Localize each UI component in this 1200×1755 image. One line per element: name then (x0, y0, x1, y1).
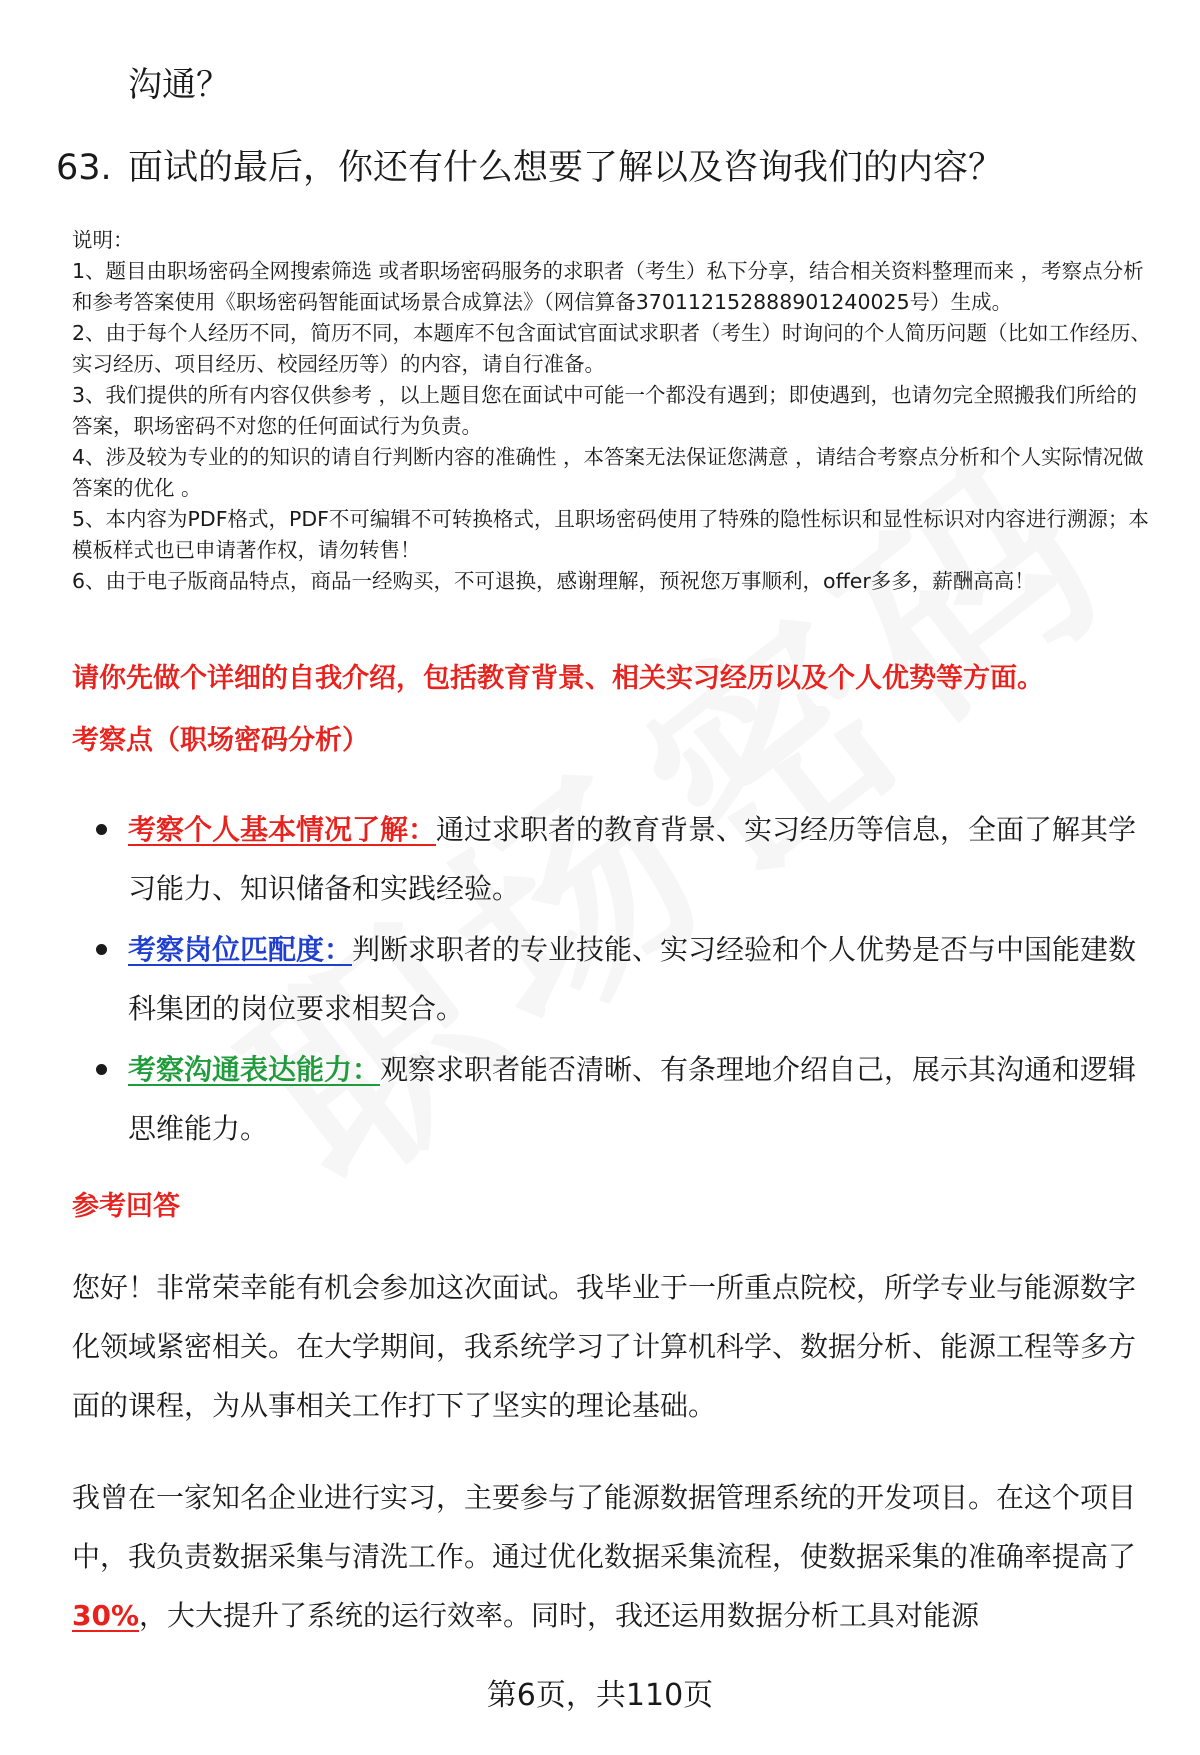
note-item: 6、由于电子版商品特点，商品一经购买，不可退换，感谢理解，预祝您万事顺利，offer多多，薪酬高高！ (72, 569, 1035, 593)
page-footer: 第6页，共110页 (486, 1678, 714, 1713)
note-item: 2、由于每个人经历不同，简历不同，本题库不包含面试官面试求职者（考生）时询问的个人简历问题（比如工作经历、实习经历、项目经历、校园经历等）的内容，请自行准备。 (72, 321, 1152, 376)
question-number: 63. (56, 148, 112, 188)
notes-heading: 说明： (72, 228, 134, 252)
bullet-item (72, 800, 1162, 918)
bullet-item (72, 920, 1162, 1038)
notes-block (72, 225, 1157, 597)
note-item: 5、本内容为PDF格式，PDF不可编辑不可转换格式，且职场密码使用了特殊的隐性标识和显性标识对内容进行溯源；本模板样式也已申请著作权，请勿转售！ (72, 507, 1149, 562)
analysis-title: 考察点（职场密码分析） (72, 725, 369, 756)
analysis-bullets (72, 800, 1162, 1160)
bullet-dot-icon (96, 1064, 107, 1075)
bullet-text: 判断求职者的专业技能、实习经验和个人优势是否与中国能建数科集团的岗位要求相契合。 (128, 933, 1137, 1025)
note-item: 4、涉及较为专业的的知识的请自行判断内容的准确性 ，本答案无法保证您满意 ，请结合考察点分析和个人实际情况做答案的优化 。 (72, 445, 1144, 500)
answer-title: 参考回答 (72, 1191, 180, 1222)
bullet-keyword: 考察岗位匹配度： (128, 933, 353, 966)
bullet-item (72, 1040, 1162, 1158)
note-item: 1、题目由职场密码全网搜索筛选 或者职场密码服务的求职者（考生）私下分享，结合相关资料整理而来 ，考察点分析和参考答案使用《职场密码智能面试场景合成算法》（网信算备370112152888901240025号）生成。 (72, 259, 1144, 314)
answer-text: ，大大提升了系统的运行效率。同时，我还运用数据分析工具对能源 (139, 1599, 980, 1632)
answer-paragraph (72, 1468, 1162, 1645)
highlight-figure: 30% (72, 1599, 140, 1632)
interview-question: 请你先做个详细的自我介绍，包括教育背景、相关实习经历以及个人优势等方面。 (72, 663, 1044, 694)
note-item: 3、我们提供的所有内容仅供参考 ，以上题目您在面试中可能一个都没有遇到；即使遇到，也请勿完全照搬我们所给的答案，职场密码不对您的任何面试行为负责。 (72, 383, 1138, 438)
bullet-keyword: 考察沟通表达能力： (128, 1053, 381, 1086)
bullet-dot-icon (96, 824, 107, 835)
previous-question-tail: 沟通？ (128, 65, 230, 105)
bullet-text: 观察求职者能否清晰、有条理地介绍自己，展示其沟通和逻辑思维能力。 (128, 1053, 1137, 1145)
bullet-dot-icon (96, 944, 107, 955)
question-text: 面试的最后，你还有什么想要了解以及咨询我们的内容？ (128, 148, 1004, 188)
bullet-keyword: 考察个人基本情况了解： (128, 813, 437, 846)
question-63 (56, 140, 1003, 196)
answer-paragraph: 您好！非常荣幸能有机会参加这次面试。我毕业于一所重点院校，所学专业与能源数字化领域紧密相关。在大学期间，我系统学习了计算机科学、数据分析、能源工程等多方面的课程，为从事相关工作打下了坚实的理论基础。 (72, 1271, 1137, 1422)
bullet-text: 通过求职者的教育背景、实习经历等信息，全面了解其学习能力、知识储备和实践经验。 (128, 813, 1137, 905)
answer-text: 我曾在一家知名企业进行实习，主要参与了能源数据管理系统的开发项目。在这个项目中，我负责数据采集与清洗工作。通过优化数据采集流程，使数据采集的准确率提高了 (72, 1481, 1137, 1573)
